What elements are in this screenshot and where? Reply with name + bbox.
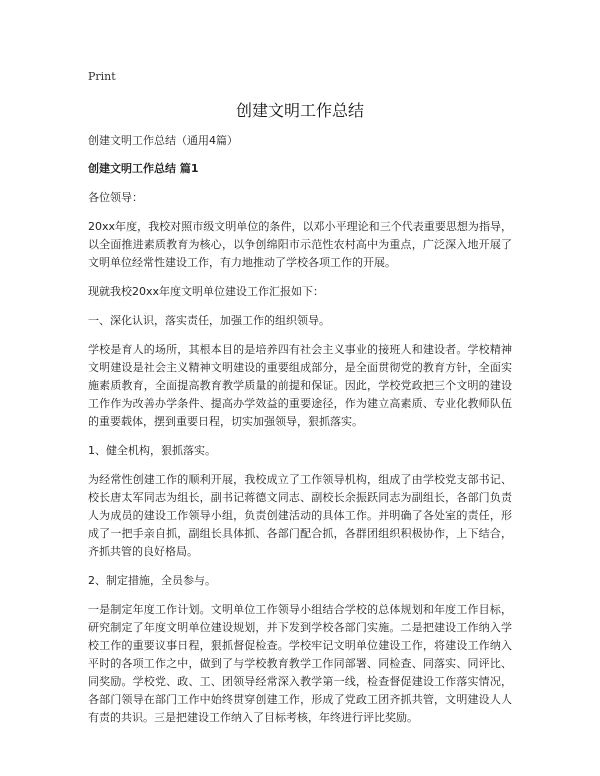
paragraph-section-one-heading: 一、深化认识，落实责任，加强工作的组织领导。 xyxy=(88,314,330,327)
paragraph-salutation: 各位领导： xyxy=(88,191,143,204)
paragraph-school-purpose: 学校是育人的场所，其根本目的是培养四有社会主义事业的接班人和建设者。学校精神文明建设是社会主义精神文明建设的重要组成部分，是全面贯彻党的教育方针，全面实施素质教育，全面提高教育教学质量的前提和保证。因此，学校党政把三个文明的建设工作作为改善办学条件、提高办学效益的重要途径，作为建立高素质、专业化教师队伍的重要载体，摆到重要日程，切实加强领导，狠抓落实。 xyxy=(88,343,512,428)
paragraph-organization: 为经常性创建工作的顺利开展，我校成立了工作领导机构，组成了由学校党支部书记、校长唐太军同志为组长，副书记蒋德文同志、副校长余振跃同志为副组长，各部门负责人为成员的建设工作领导小组，负责创建活动的具体工作。并明确了各处室的责任，形成了一把手亲自抓，副组长具体抓、各部门配合抓，各群团组织积极协作，上下结合，齐抓共管的良好格局。 xyxy=(88,473,512,558)
section-heading: 创建文明工作总结 篇1 xyxy=(88,162,199,175)
paragraph-intro: 20xx年度，我校对照市级文明单位的条件，以邓小平理论和三个代表重要思想为指导，以全面推进素质教育为核心，以争创绵阳市示范性农村高中为重点，广泛深入地开展了文明单位经常性建设工作，有力地推动了学校各项工作的开展。 xyxy=(88,220,512,269)
paragraph-item-1-heading: 1、健全机构，狠抓落实。 xyxy=(88,444,216,457)
paragraph-measures: 一是制定年度工作计划。文明单位工作领导小组结合学校的总体规划和年度工作目标，研究制定了年度文明单位建设规划，并下发到学校各部门实施。二是把建设工作纳入学校工作的重要议事日程，狠抓督促检查。学校牢记文明单位建设工作，将建设工作纳入平时的各项工作之中，做到了与学校教育教学工作同部署、同检查、同落实、同评比、同奖励。学校党、政、工、团领导经常深入教学第一线，检查督促建设工作落实情况，各部门领导在部门工作中始终贯穿创建工作，形成了党政工团齐抓共管，文明建设人人有责的共识。三是把建设工作纳入了目标考核，年终进行评比奖励。 xyxy=(88,603,512,724)
document-body xyxy=(88,133,512,738)
document-subtitle: 创建文明工作总结（通用4篇） xyxy=(88,134,238,147)
paragraph-item-2-heading: 2、制定措施，全员参与。 xyxy=(88,574,216,587)
print-label[interactable]: Print xyxy=(88,70,116,83)
paragraph-report-lead: 现就我校20xx年度文明单位建设工作汇报如下： xyxy=(88,285,325,298)
document-title: 创建文明工作总结 xyxy=(235,101,364,120)
